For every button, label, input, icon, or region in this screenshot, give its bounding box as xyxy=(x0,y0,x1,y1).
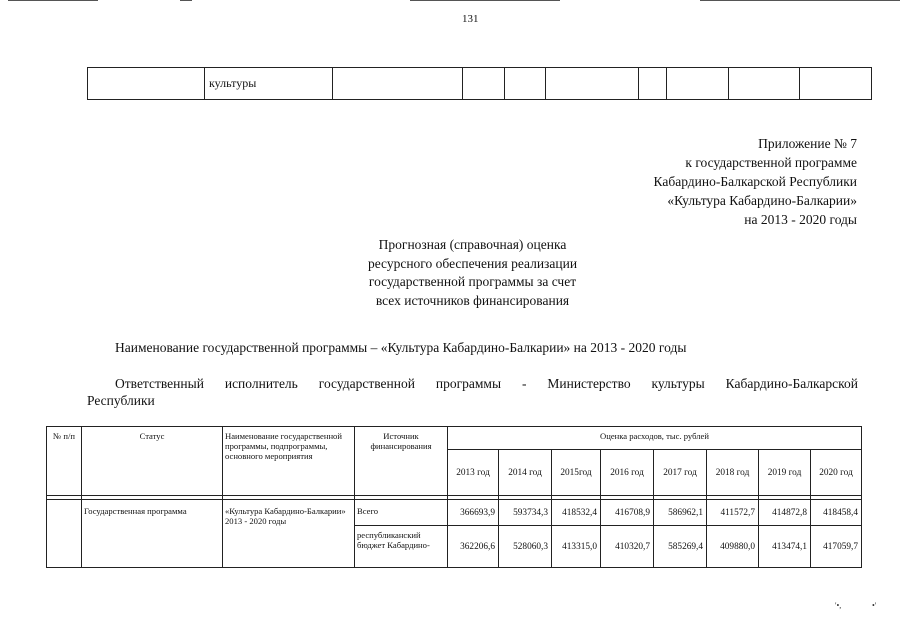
header-num: № п/п xyxy=(47,427,82,496)
value-cell: 528060,3 xyxy=(499,526,552,568)
header-source: Источник финансирования xyxy=(355,427,448,496)
year-header: 2016 год xyxy=(601,450,654,496)
appendix-line: Кабардино-Балкарской Республики xyxy=(653,174,857,189)
table-cell xyxy=(463,68,505,100)
header-name: Наименование государственной программы, подпрограммы, основного мероприятия xyxy=(223,427,355,496)
table-cell xyxy=(639,68,667,100)
source-cell: Всего xyxy=(355,500,448,526)
program-name: Наименование государственной программы – «Культура Кабардино-Балкарии» на 2013 - 2020 годы xyxy=(115,340,687,355)
value-cell: 409880,0 xyxy=(707,526,759,568)
year-header: 2015год xyxy=(552,450,601,496)
year-header: 2013 год xyxy=(448,450,499,496)
source-cell: республиканский бюджет Кабардино- xyxy=(355,526,448,568)
scan-mark: •' xyxy=(872,601,877,610)
responsible-line: Ответственный исполнитель государственной программы - Министерство культуры Кабардино-Балкарской xyxy=(115,376,858,391)
value-cell: 417059,7 xyxy=(811,526,862,568)
value-cell: 585269,4 xyxy=(654,526,707,568)
top-edge-line xyxy=(410,0,560,1)
table-cell xyxy=(88,68,205,100)
table-cell xyxy=(729,68,800,100)
appendix-line: Приложение № 7 xyxy=(758,136,857,151)
appendix-heading xyxy=(654,134,857,229)
continued-table-row xyxy=(87,67,872,100)
appendix-line: на 2013 - 2020 годы xyxy=(744,212,857,227)
value-cell: 366693,9 xyxy=(448,500,499,526)
status-cell: Государственная программа xyxy=(82,500,223,568)
appendix-line: к государственной программе xyxy=(685,155,857,170)
value-cell: 586962,1 xyxy=(654,500,707,526)
year-header: 2014 год xyxy=(499,450,552,496)
year-header: 2018 год xyxy=(707,450,759,496)
table-cell: культуры xyxy=(205,68,333,100)
table-cell xyxy=(800,68,872,100)
appendix-line: «Культура Кабардино-Балкарии» xyxy=(667,193,857,208)
responsible-executor xyxy=(87,375,858,409)
top-edge-line xyxy=(700,0,900,1)
value-cell: 593734,3 xyxy=(499,500,552,526)
year-header: 2019 год xyxy=(759,450,811,496)
table-cell xyxy=(546,68,639,100)
value-cell: 411572,7 xyxy=(707,500,759,526)
title-line: ресурсного обеспечения реализации xyxy=(367,255,578,271)
header-estimate: Оценка расходов, тыс. рублей xyxy=(448,427,862,450)
year-header: 2017 год xyxy=(654,450,707,496)
value-cell: 416708,9 xyxy=(601,500,654,526)
responsible-line: Республики xyxy=(87,393,155,408)
value-cell: 414872,8 xyxy=(759,500,811,526)
scan-mark: '•, xyxy=(835,601,842,610)
title-line: государственной программы за счет xyxy=(368,274,577,289)
table-cell xyxy=(667,68,729,100)
header-status: Статус xyxy=(82,427,223,496)
title-line: всех источников финансирования xyxy=(375,292,570,308)
year-header: 2020 год xyxy=(811,450,862,496)
page-number: 131 xyxy=(462,13,479,25)
value-cell: 413315,0 xyxy=(552,526,601,568)
document-title xyxy=(300,236,645,310)
value-cell: 362206,6 xyxy=(448,526,499,568)
value-cell: 413474,1 xyxy=(759,526,811,568)
title-line: Прогнозная (справочная) оценка xyxy=(378,237,567,252)
table-cell xyxy=(333,68,463,100)
resource-table xyxy=(46,426,862,568)
top-edge-line xyxy=(8,0,98,1)
value-cell: 418458,4 xyxy=(811,500,862,526)
row-number xyxy=(47,500,82,568)
table-row xyxy=(47,500,862,526)
table-cell xyxy=(505,68,546,100)
value-cell: 410320,7 xyxy=(601,526,654,568)
program-cell: «Культура Кабардино-Балкарии» 2013 - 2020 годы xyxy=(223,500,355,568)
top-edge-line xyxy=(180,0,192,1)
value-cell: 418532,4 xyxy=(552,500,601,526)
